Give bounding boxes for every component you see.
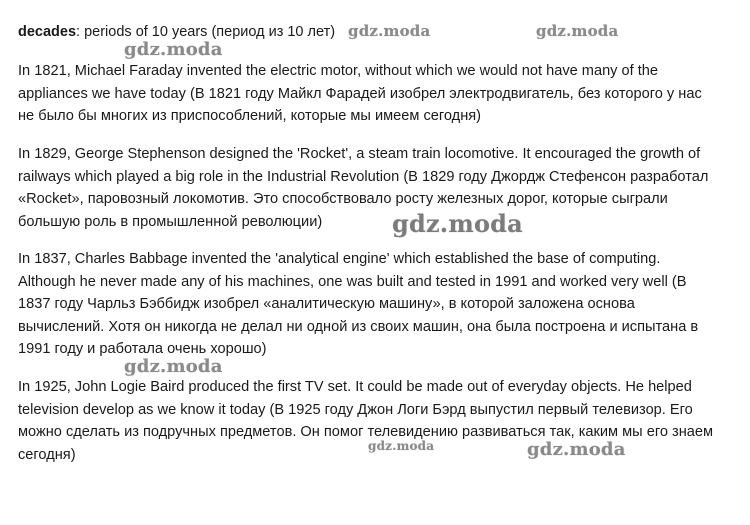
watermark: gdz.moda xyxy=(536,22,619,40)
definition-line xyxy=(18,22,335,42)
paragraph-stephenson: In 1829, George Stephenson designed the 'Rocket', a steam train locomotive. It encouraged the growth of railways which played a big role in the Industrial Revolution (В 1829 году Джордж Стефенсон разработал «Rocket», паровозный локомотив. Это способствовало росту железных дорог, которые сыграли большую роль в промышленной революции) xyxy=(18,146,709,230)
watermark: gdz.moda xyxy=(124,39,223,60)
definition-term: decades xyxy=(18,24,77,40)
paragraph-babbage: In 1837, Charles Babbage invented the 'analytical engine' which established the base of computing. Although he never made any of his machines, one was built and tested in 1991 and worked very well (В 1837 году Чарльз Бэббидж изобрел «аналитическую машину», в которой заложена основа вычислений. Хотя он никогда не делал ни одной из своих машин, она была построена и испытана в 1991 году и работала очень хорошо) xyxy=(18,251,699,357)
paragraph-baird: In 1925, John Logie Baird produced the first TV set. It could be made out of everyday objects. He helped television develop as we know it today (В 1925 году Джон Логи Бэрд выпустил первый телевизор. Его можно сделать из подручных предметов. Он помог телевидению развиваться так, каким мы его знаем сегодня) xyxy=(18,379,714,463)
definition-text: : periods of 10 years (период из 10 лет) xyxy=(76,24,336,40)
watermark: gdz.moda xyxy=(124,356,223,377)
watermark: gdz.moda xyxy=(368,439,435,453)
paragraph-faraday: In 1821, Michael Faraday invented the electric motor, without which we would not have many of the appliances we have today (В 1821 году Майкл Фарадей изобрел электродвигатель, без которого у нас не было бы многих из приспособлений, которые мы имеем сегодня) xyxy=(18,63,702,124)
watermark: gdz.moda xyxy=(392,209,523,238)
watermark: gdz.moda xyxy=(527,439,626,460)
watermark: gdz.moda xyxy=(348,22,431,40)
